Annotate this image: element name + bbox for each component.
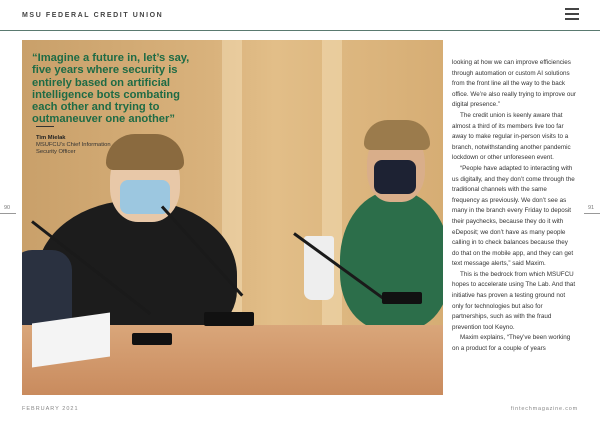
page-number-right: 91 — [588, 205, 595, 211]
hair-right — [364, 120, 430, 150]
footer-date: FEBRUARY 2021 — [22, 406, 79, 412]
paragraph: Maxim explains, “They’ve been working on a product for a couple of years — [452, 334, 571, 353]
microphone-left-base — [132, 333, 172, 345]
quote-attribution-name: Tim Mielak — [36, 135, 66, 141]
page-header — [0, 0, 600, 31]
paragraph: looking at how we can improve efficiencies through automation or custom AI solutions from the front line all the way to the back office. We’re also really trying to improve our digital presence.” — [452, 59, 577, 109]
footer-website-link[interactable]: fintechmagazine.com — [510, 406, 578, 412]
brand-name: MSU FEDERAL CREDIT UNION — [22, 12, 164, 19]
pull-quote: “Imagine a future in, let’s say, five years where security is entirely based on artificial intelligence bots combating each other and trying to outmaneuver one another” — [32, 52, 190, 126]
microphone-right-base — [382, 292, 422, 304]
person-right — [340, 190, 443, 330]
face-mask-right — [374, 160, 416, 194]
page-tick-right — [584, 213, 600, 214]
article-body — [452, 58, 576, 355]
feature-photo — [22, 40, 443, 395]
paragraph: “People have adapted to interacting with us digitally, and they don’t come through the traditional channels with the same frequency as previously. We don’t see as many in the branch every Friday to deposit their paychecks, because they do it with eDeposit; we don’t have as many people calling in to check balances because they do that on the mobile app, and they can get text message alerts,” said Maxim. — [452, 164, 575, 268]
microphone-center-base — [204, 312, 254, 326]
quote-divider — [36, 126, 54, 127]
hamburger-menu-icon[interactable] — [565, 8, 579, 20]
paragraph: The credit union is keenly aware that almost a third of its members live too far away to make regular in-person visits to a branch, notwithstanding another pandemic lockdown or other unforeseen event. — [452, 111, 571, 162]
quote-attribution-title: MSUFCU’s Chief Information Security Officer — [36, 142, 111, 155]
page-number-left: 90 — [4, 205, 11, 211]
page-tick-left — [0, 213, 16, 214]
paragraph: This is the bedrock from which MSUFCU hopes to accelerate using The Lab. And that initiative has proven a testing ground not only for technologies but also for partnerships, such as with the fraud prevention tool Keyno. — [452, 270, 576, 331]
